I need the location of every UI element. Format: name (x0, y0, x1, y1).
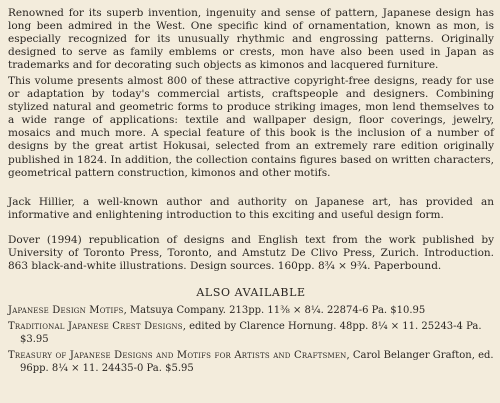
book-title-2: Traditional Japanese Crest Designs (8, 321, 183, 333)
book-details-3: , Carol Belanger Grafton, ed. 96pp. 8¼ × 11. 24435-0 Pa. $5.95 (20, 350, 494, 375)
description-paragraph-3: Jack Hillier, a well-known author and authority on Japanese art, has provided an informative and enlightening introduction to this exciting and useful design form. (8, 196, 494, 222)
publication-details-paragraph: Dover (1994) republication of designs and English text from the work published by University of Toronto Press, Toronto, and Amstutz De Clivo Press, Zurich. Introduction. 863 black-and-white illustrations. Design sources. 160pp. 8¾ × 9¾. Paperbound. (8, 234, 494, 273)
book-details-2: , edited by Clarence Hornung. 48pp. 8¼ × 11. 25243-4 Pa. $3.95 (20, 321, 482, 346)
description-paragraph-1: Renowned for its superb invention, ingenuity and sense of pattern, Japanese design has long been admired in the West. One specific kind of ornamentation, known as mon, is especially recognized for its unusually rhythmic and engrossing patterns. Originally designed to serve as family emblems or crests, mon have also been used in Japan as trademarks and for decorating such objects as kimonos and lacquered furniture. (8, 7, 494, 72)
book-listing-1 (8, 304, 494, 317)
book-title-3: Treasury of Japanese Designs and Motifs for Artists and Craftsmen (8, 350, 347, 362)
book-listing-2 (8, 320, 494, 346)
book-listing-3 (8, 349, 494, 375)
book-title-1: Japanese Design Motifs (8, 305, 124, 316)
also-available-heading: ALSO AVAILABLE (196, 286, 306, 299)
description-paragraph-2: This volume presents almost 800 of these attractive copyright-free designs, ready for use or adaptation by today's commercial artists, craftspeople and designers. Combining stylized natural and geometric forms to produce striking images, mon lend themselves to a wide range of applications: textile and wallpaper design, floor coverings, jewelry, mosaics and much more. A special feature of this book is the inclusion of a number of designs by the great artist Hokusai, selected from an extremely rare edition originally published in 1824. In addition, the collection contains figures based on written characters, geometrical pattern construction, kimonos and other motifs. (8, 75, 494, 179)
book-details-1: , Matsuya Company. 213pp. 11⅜ × 8¼. 22874-6 Pa. $10.95 (123, 305, 426, 316)
